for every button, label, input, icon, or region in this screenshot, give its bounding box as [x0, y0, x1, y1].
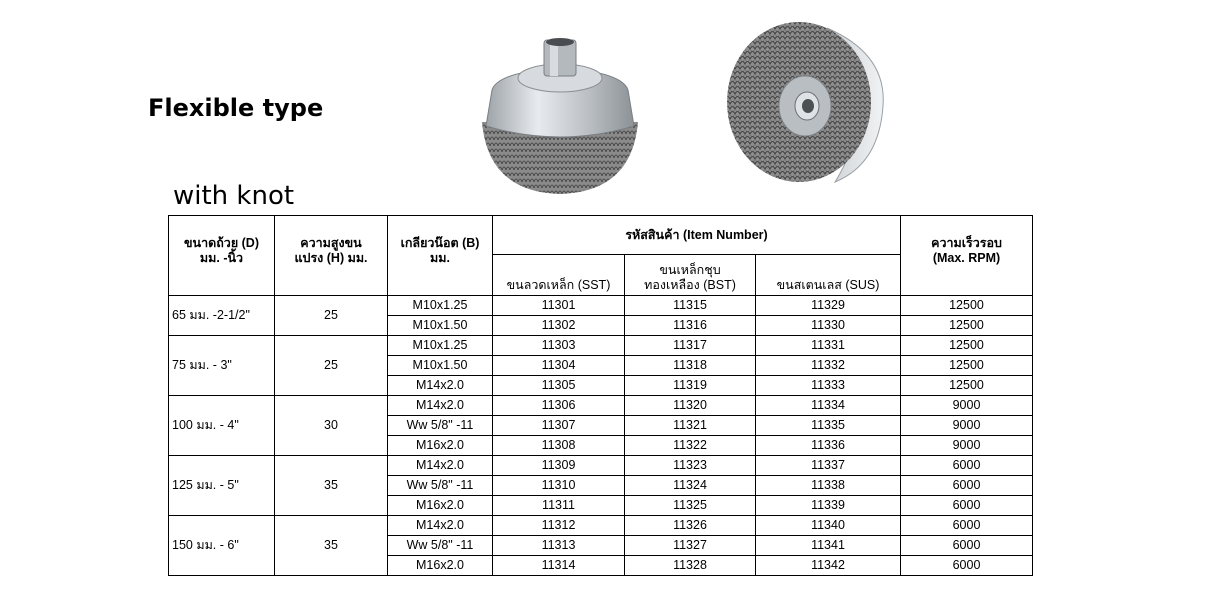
- sus-item-number-cell: 11341: [756, 536, 901, 556]
- max-rpm-cell: 12500: [901, 336, 1033, 356]
- header-bst: ขนเหล็กชุบ ทองเหลือง (BST): [625, 255, 756, 296]
- sus-item-number-cell: 11329: [756, 296, 901, 316]
- max-rpm-cell: 6000: [901, 496, 1033, 516]
- bst-item-number-cell: 11325: [625, 496, 756, 516]
- sus-item-number-cell: 11334: [756, 396, 901, 416]
- bristle-height-cell: 25: [275, 296, 388, 336]
- bst-item-number-cell: 11320: [625, 396, 756, 416]
- sst-item-number-cell: 11307: [493, 416, 625, 436]
- sst-item-number-cell: 11314: [493, 556, 625, 576]
- bst-item-number-cell: 11321: [625, 416, 756, 436]
- section-subtitle: with knot: [173, 181, 295, 211]
- thread-cell: M16x2.0: [388, 436, 493, 456]
- thread-cell: M10x1.50: [388, 356, 493, 376]
- bristle-height-cell: 35: [275, 516, 388, 576]
- max-rpm-cell: 6000: [901, 536, 1033, 556]
- cup-size-cell: 150 มม. - 6": [169, 516, 275, 576]
- page-title: Flexible type: [148, 94, 324, 122]
- header-thread: เกลียวน๊อต (B) มม.: [388, 216, 493, 296]
- sus-item-number-cell: 11337: [756, 456, 901, 476]
- sst-item-number-cell: 11308: [493, 436, 625, 456]
- bst-item-number-cell: 11324: [625, 476, 756, 496]
- table-body: [169, 296, 1033, 576]
- max-rpm-cell: 6000: [901, 476, 1033, 496]
- max-rpm-cell: 6000: [901, 456, 1033, 476]
- max-rpm-cell: 6000: [901, 516, 1033, 536]
- bst-item-number-cell: 11323: [625, 456, 756, 476]
- thread-cell: M16x2.0: [388, 496, 493, 516]
- wire-cup-brush-top-view-icon: [715, 14, 887, 186]
- max-rpm-cell: 9000: [901, 436, 1033, 456]
- bst-item-number-cell: 11326: [625, 516, 756, 536]
- cup-size-cell: 75 มม. - 3": [169, 336, 275, 396]
- bst-item-number-cell: 11327: [625, 536, 756, 556]
- max-rpm-cell: 12500: [901, 376, 1033, 396]
- sus-item-number-cell: 11338: [756, 476, 901, 496]
- sst-item-number-cell: 11303: [493, 336, 625, 356]
- thread-cell: M10x1.25: [388, 296, 493, 316]
- header-sst: ขนลวดเหล็ก (SST): [493, 255, 625, 296]
- sus-item-number-cell: 11342: [756, 556, 901, 576]
- wire-cup-brush-side-view-icon: [478, 32, 643, 197]
- max-rpm-cell: 6000: [901, 556, 1033, 576]
- thread-cell: M16x2.0: [388, 556, 493, 576]
- table-row: [169, 296, 1033, 316]
- thread-cell: M14x2.0: [388, 396, 493, 416]
- max-rpm-cell: 9000: [901, 396, 1033, 416]
- sus-item-number-cell: 11335: [756, 416, 901, 436]
- bst-item-number-cell: 11322: [625, 436, 756, 456]
- cup-size-cell: 100 มม. - 4": [169, 396, 275, 456]
- thread-cell: M10x1.25: [388, 336, 493, 356]
- max-rpm-cell: 12500: [901, 356, 1033, 376]
- bristle-height-cell: 25: [275, 336, 388, 396]
- sst-item-number-cell: 11309: [493, 456, 625, 476]
- sus-item-number-cell: 11333: [756, 376, 901, 396]
- thread-cell: M10x1.50: [388, 316, 493, 336]
- bristle-height-cell: 30: [275, 396, 388, 456]
- bst-item-number-cell: 11319: [625, 376, 756, 396]
- cup-size-cell: 125 มม. - 5": [169, 456, 275, 516]
- bst-item-number-cell: 11318: [625, 356, 756, 376]
- sst-item-number-cell: 11310: [493, 476, 625, 496]
- table-row: [169, 516, 1033, 536]
- max-rpm-cell: 12500: [901, 296, 1033, 316]
- sst-item-number-cell: 11312: [493, 516, 625, 536]
- sus-item-number-cell: 11332: [756, 356, 901, 376]
- thread-cell: M14x2.0: [388, 376, 493, 396]
- table-row: [169, 396, 1033, 416]
- specification-table: [168, 215, 1033, 576]
- sus-item-number-cell: 11330: [756, 316, 901, 336]
- bst-item-number-cell: 11315: [625, 296, 756, 316]
- header-diameter: ขนาดถ้วย (D) มม. -นิ้ว: [169, 216, 275, 296]
- table-row: [169, 456, 1033, 476]
- sus-item-number-cell: 11331: [756, 336, 901, 356]
- cup-size-cell: 65 มม. -2-1/2": [169, 296, 275, 336]
- bst-item-number-cell: 11328: [625, 556, 756, 576]
- table-row: [169, 336, 1033, 356]
- header-max-rpm: ความเร็วรอบ (Max. RPM): [901, 216, 1033, 296]
- sst-item-number-cell: 11313: [493, 536, 625, 556]
- sus-item-number-cell: 11339: [756, 496, 901, 516]
- sst-item-number-cell: 11305: [493, 376, 625, 396]
- thread-cell: Ww 5/8" -11: [388, 536, 493, 556]
- max-rpm-cell: 9000: [901, 416, 1033, 436]
- thread-cell: Ww 5/8" -11: [388, 416, 493, 436]
- max-rpm-cell: 12500: [901, 316, 1033, 336]
- sus-item-number-cell: 11336: [756, 436, 901, 456]
- sst-item-number-cell: 11304: [493, 356, 625, 376]
- sst-item-number-cell: 11306: [493, 396, 625, 416]
- bst-item-number-cell: 11317: [625, 336, 756, 356]
- thread-cell: Ww 5/8" -11: [388, 476, 493, 496]
- sst-item-number-cell: 11301: [493, 296, 625, 316]
- thread-cell: M14x2.0: [388, 456, 493, 476]
- header-sus: ขนสเตนเลส (SUS): [756, 255, 901, 296]
- thread-cell: M14x2.0: [388, 516, 493, 536]
- header-bristle-height: ความสูงขน แปรง (H) มม.: [275, 216, 388, 296]
- sst-item-number-cell: 11311: [493, 496, 625, 516]
- header-item-number: รหัสสินค้า (Item Number): [493, 216, 901, 255]
- sus-item-number-cell: 11340: [756, 516, 901, 536]
- bristle-height-cell: 35: [275, 456, 388, 516]
- bst-item-number-cell: 11316: [625, 316, 756, 336]
- sst-item-number-cell: 11302: [493, 316, 625, 336]
